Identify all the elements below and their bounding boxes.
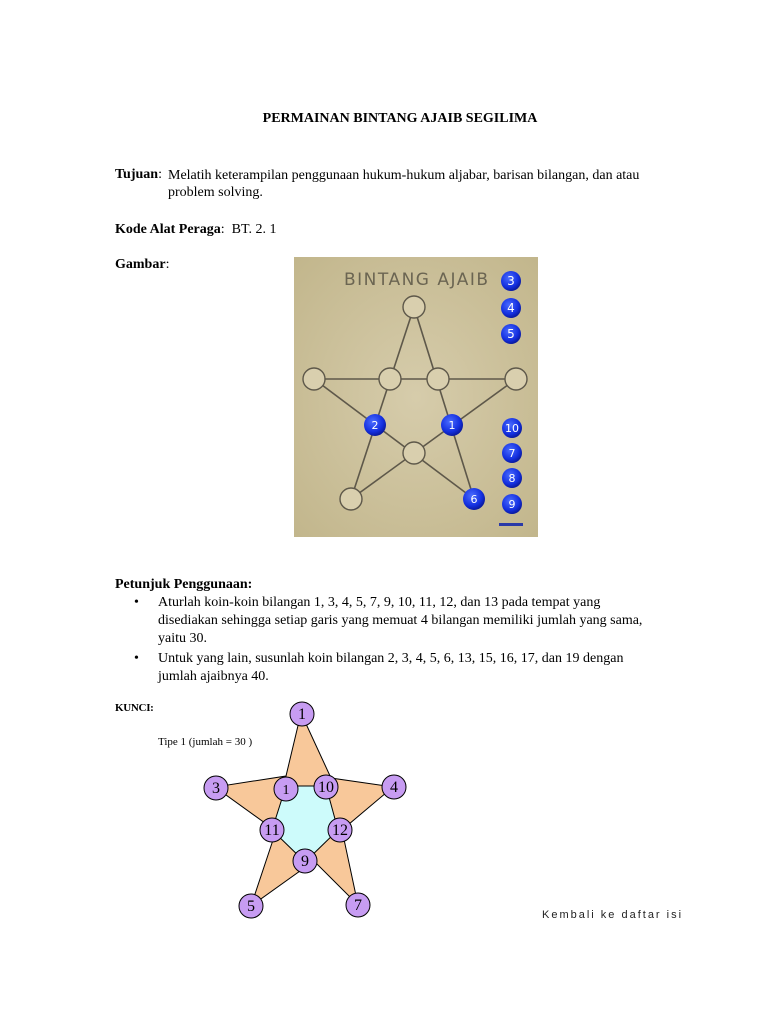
petunjuk-label: Petunjuk Penggunaan: bbox=[115, 577, 253, 592]
kode-value: BT. 2. 1 bbox=[231, 222, 277, 237]
kode-label: Kode Alat Peraga bbox=[115, 222, 221, 237]
tujuan-row: Tujuan: bbox=[115, 167, 162, 182]
node-label: 4 bbox=[390, 779, 398, 796]
node-label: 7 bbox=[354, 897, 362, 914]
gambar-label: Gambar bbox=[115, 257, 166, 272]
node-label: 1 bbox=[282, 783, 290, 798]
gambar-row: Gambar: bbox=[115, 257, 170, 272]
node-label: 12 bbox=[332, 822, 348, 839]
coin-label: 10 bbox=[505, 422, 519, 435]
coin-label: 4 bbox=[507, 301, 515, 315]
spare-coins-top bbox=[501, 271, 521, 344]
coin-label: 9 bbox=[508, 498, 516, 511]
list-item-text: Untuk yang lain, susunlah koin bilangan 2, 3, 4, 5, 6, 13, 15, 16, 17, dan 19 dengan jumlah ajaibnya 40. bbox=[158, 651, 624, 684]
page-title: PERMAINAN BINTANG AJAIB SEGILIMA bbox=[262, 111, 538, 126]
coin-label: 3 bbox=[507, 274, 515, 288]
list-item bbox=[130, 650, 650, 686]
coin-label: 1 bbox=[448, 419, 456, 432]
tujuan-label: Tujuan bbox=[115, 167, 159, 182]
coin-label: 8 bbox=[508, 472, 516, 485]
kode-row: Kode Alat Peraga: BT. 2. 1 bbox=[115, 222, 277, 237]
tujuan-text: Melatih keterampilan penggunaan hukum-hukum aljabar, barisan bilangan, dan atau problem solving. bbox=[168, 168, 640, 200]
list-item bbox=[130, 594, 650, 648]
kunci-label: KUNCI: bbox=[115, 702, 154, 714]
node-label: 5 bbox=[247, 898, 255, 915]
petunjuk-list bbox=[130, 594, 650, 688]
node-label: 10 bbox=[318, 779, 334, 796]
board-hole[interactable] bbox=[379, 368, 401, 390]
list-item-text: Aturlah koin-koin bilangan 1, 3, 4, 5, 7, 9, 10, 11, 12, dan 13 pada tempat yang disediakan sehingga setiap garis yang memuat 4 bilangan memiliki jumlah yang sama, yaitu 30. bbox=[158, 595, 643, 646]
board-hole[interactable] bbox=[303, 368, 325, 390]
node-label: 3 bbox=[212, 780, 220, 797]
coin-label: 6 bbox=[470, 493, 478, 506]
board-hole[interactable] bbox=[340, 488, 362, 510]
photo-title: BINTANG AJAIB bbox=[344, 270, 490, 290]
board-hole[interactable] bbox=[427, 368, 449, 390]
bullet-icon: • bbox=[134, 651, 139, 666]
coin-label: 2 bbox=[371, 419, 379, 432]
node-label: 1 bbox=[298, 706, 306, 723]
answer-star-diagram bbox=[190, 690, 430, 930]
coin-label: 7 bbox=[508, 447, 516, 460]
coin-label: 5 bbox=[507, 327, 515, 341]
tipe-label: Tipe 1 (jumlah = 30 ) bbox=[158, 736, 253, 748]
bullet-icon: • bbox=[134, 595, 139, 610]
back-to-toc-link[interactable]: Kembali ke daftar isi bbox=[542, 909, 684, 921]
board-hole[interactable] bbox=[505, 368, 527, 390]
star-board-photo bbox=[294, 257, 538, 537]
node-label: 9 bbox=[301, 853, 309, 870]
board-hole[interactable] bbox=[403, 296, 425, 318]
node-label: 11 bbox=[264, 822, 280, 839]
board-marker bbox=[499, 523, 523, 526]
board-hole[interactable] bbox=[403, 442, 425, 464]
